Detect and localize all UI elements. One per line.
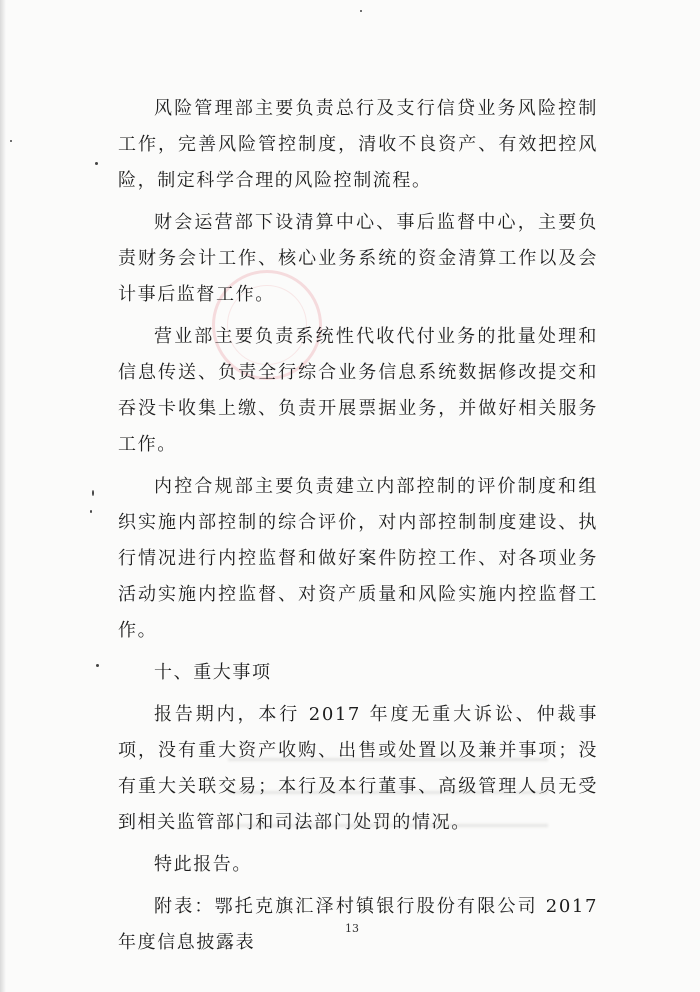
paragraph-closing: 特此报告。 [154,854,252,875]
paragraph-business-department: 营业部主要负责系统性代收代付业务的批量处理和信息传送、负责全行综合业务信息系统数据修改提交和吞没卡收集上缴、负责开展票据业务，并做好相关服务工作。 [118,326,598,455]
paragraph-finance-operations: 财会运营部下设清算中心、事后监督中心，主要负责财务会计工作、核心业务系统的资金清算工作以及会计事后监督工作。 [118,212,598,305]
paragraph-major-matters: 报告期内，本行 2017 年度无重大诉讼、仲裁事项，没有重大资产收购、出售或处置以及兼并事项；没有重大关联交易；本行及本行董事、高级管理人员无受到相关监管部门和司法部门处罚的情况。 [118,704,598,833]
speck [360,10,362,12]
speck [90,510,92,513]
paragraph-risk-management: 风险管理部主要负责总行及支行信贷业务风险控制工作，完善风险管控制度，清收不良资产、有效把控风险，制定科学合理的风险控制流程。 [118,98,598,191]
scan-edge-shadow [0,0,6,992]
speck [10,140,12,142]
paragraph-attachment: 附表：鄂托克旗汇泽村镇银行股份有限公司 2017 年度信息披露表 [118,896,598,953]
document-body [118,91,598,967]
section-heading: 十、重大事项 [154,662,272,683]
speck [96,664,99,667]
speck [92,490,94,496]
speck [95,162,98,165]
page-number: 13 [345,922,359,935]
paragraph-internal-control: 内控合规部主要负责建立内部控制的评价制度和组织实施内部控制的综合评价，对内部控制制度建设、执行情况进行内控监督和做好案件防控工作、对各项业务活动实施内控监督、对资产质量和风险实施内控监督工作。 [118,476,598,641]
